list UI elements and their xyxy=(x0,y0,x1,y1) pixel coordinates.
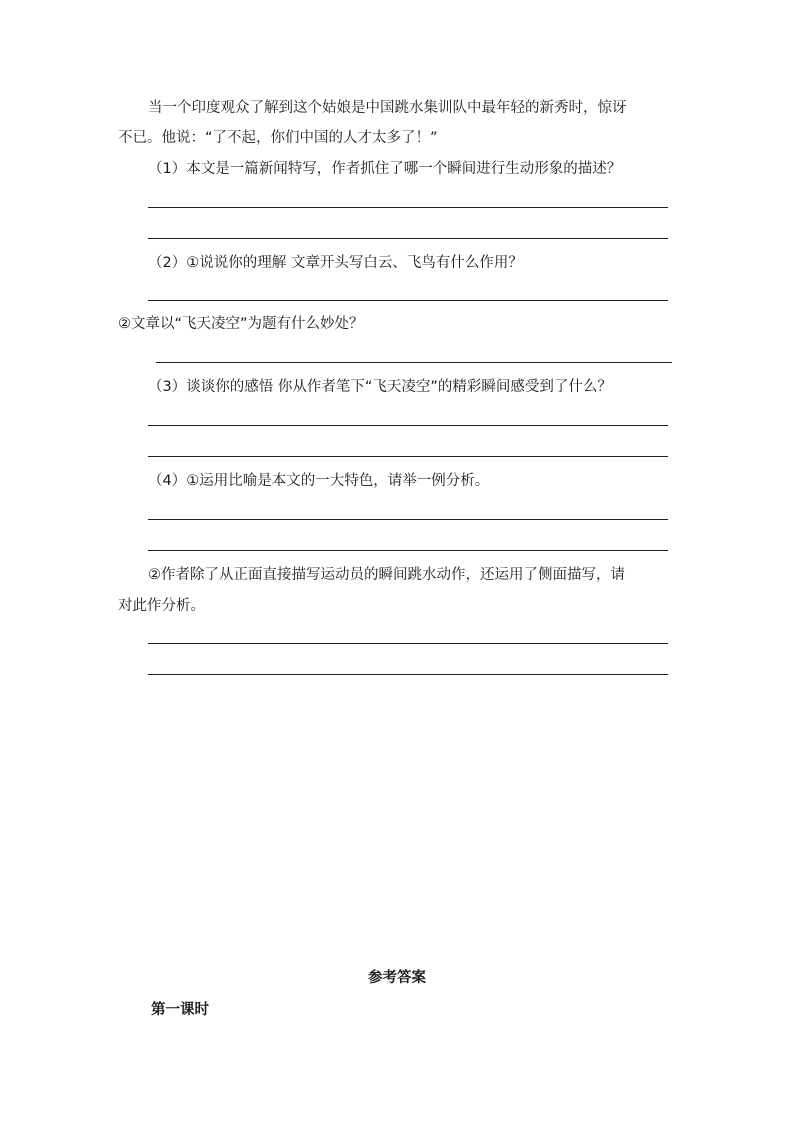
passage-line-1: 当一个印度观众了解到这个姑娘是中国跳水集训队中最年轻的新秀时，惊讶 xyxy=(148,100,627,116)
question-4b-line-1: ②作者除了从正面直接描写运动员的瞬间跳水动作，还运用了侧面描写，请 xyxy=(148,567,625,583)
answer-line xyxy=(156,362,672,363)
question-2b: ②文章以“飞天凌空”为题有什么妙处？ xyxy=(118,316,364,332)
answer-line xyxy=(148,238,668,239)
answer-line xyxy=(148,674,668,675)
passage-line-2: 不已。他说：“了不起，你们中国的人才太多了！” xyxy=(118,130,438,146)
question-4b-line-2: 对此作分析。 xyxy=(118,598,205,614)
answer-line xyxy=(148,456,668,457)
answers-heading: 参考答案 xyxy=(368,970,426,986)
answer-line xyxy=(148,519,668,520)
answer-line xyxy=(148,207,668,208)
answer-line xyxy=(148,550,668,551)
answer-line xyxy=(148,425,668,426)
question-4a: （4）①运用比喻是本文的一大特色，请举一例分析。 xyxy=(148,473,490,489)
question-2a: （2）①说说你的理解 文章开头写白云、飞鸟有什么作用？ xyxy=(148,255,523,271)
answers-subheading: 第一课时 xyxy=(151,1002,209,1018)
question-3: （3）谈谈你的感悟 你从作者笔下“飞天凌空”的精彩瞬间感受到了什么？ xyxy=(148,379,612,395)
answer-line xyxy=(148,300,668,301)
question-1: （1）本文是一篇新闻特写，作者抓住了哪一个瞬间进行生动形象的描述？ xyxy=(148,161,622,177)
answer-line xyxy=(148,643,668,644)
